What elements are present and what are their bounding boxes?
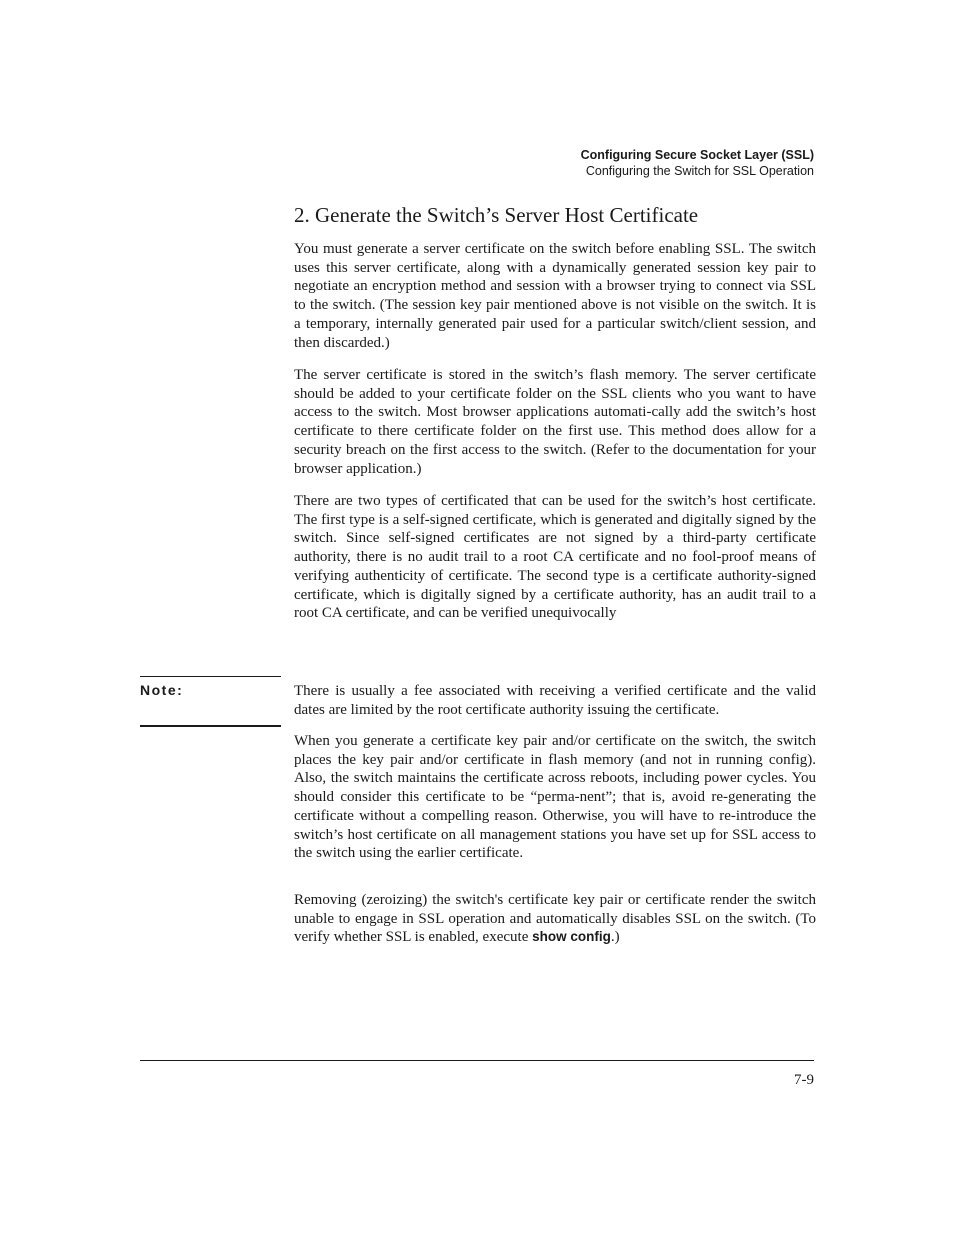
note-bottom-rule (140, 725, 281, 727)
paragraph-zeroizing (294, 891, 816, 947)
paragraph-certificate-types: There are two types of certificated that can be used for the switch’s host certificate. The first type is a self-signed certificate, which is generated and digitally signed by the switch. Since self-signed certificates are not signed by a third-party certificate authority, there is no audit trail to a root CA certificate and no fool-proof means of verifying authenticity of certificate. The second type is a certificate authority-signed certificate, which is digitally signed by a certificate authority, has an audit trail to a root CA certificate, and can be verified unequivocally (294, 493, 816, 622)
zeroizing-text-end: .) (610, 929, 620, 946)
note-top-rule (140, 676, 281, 677)
running-header (581, 147, 814, 179)
paragraph-flash-storage: The server certificate is stored in the switch’s flash memory. The server certificate should be added to your certificate folder on the SSL clients who you want to have access to the switch. Most browser applications automati-cally add the switch’s host certificate to there certificate folder on the first use. This method does allow for a security breach on the first access to the switch. (Refer to the documentation for your browser application.) (294, 367, 816, 477)
note-label: Note: (140, 682, 184, 698)
paragraph-key-pair-storage: When you generate a certificate key pair and/or certificate on the switch, the switch places the key pair and/or certificate in flash memory (and not in running config). Also, the switch maintains the certificate across reboots, including power cycles. You should consider this certificate to be “perma-nent”; that is, avoid re-generating the certificate without a compelling reason. Otherwise, you will have to re-introduce the switch’s host certificate on all management stations you have set up for SSL access to the switch using the earlier certificate. (294, 733, 816, 862)
section-subtitle: Configuring the Switch for SSL Operation (585, 164, 814, 178)
paragraph-server-certificate-intro: You must generate a server certificate on the switch before enabling SSL. The switch uses this server certificate, along with a dynamically generated session key pair to negotiate an encryption method and session with a browser trying to connect via SSL to the switch. (The session key pair mentioned above is not visible on the switch. It is a temporary, internally generated pair used for a particular switch/client session, and then discarded.) (294, 241, 816, 351)
section-heading: 2. Generate the Switch’s Server Host Certificate (294, 203, 699, 227)
show-config-command: show config (532, 929, 611, 945)
chapter-title: Configuring Secure Socket Layer (SSL) (580, 148, 814, 162)
footer-rule (140, 1060, 814, 1061)
note-text: There is usually a fee associated with receiving a verified certificate and the valid dates are limited by the root certificate authority issuing the certificate. (294, 683, 816, 718)
page-number: 7-9 (794, 1072, 814, 1088)
zeroizing-text: Removing (zeroizing) the switch's certificate key pair or certificate render the switch unable to engage in SSL operation and automatically disables SSL on the switch. (To verify whether SSL is enabled, execute (294, 892, 816, 946)
